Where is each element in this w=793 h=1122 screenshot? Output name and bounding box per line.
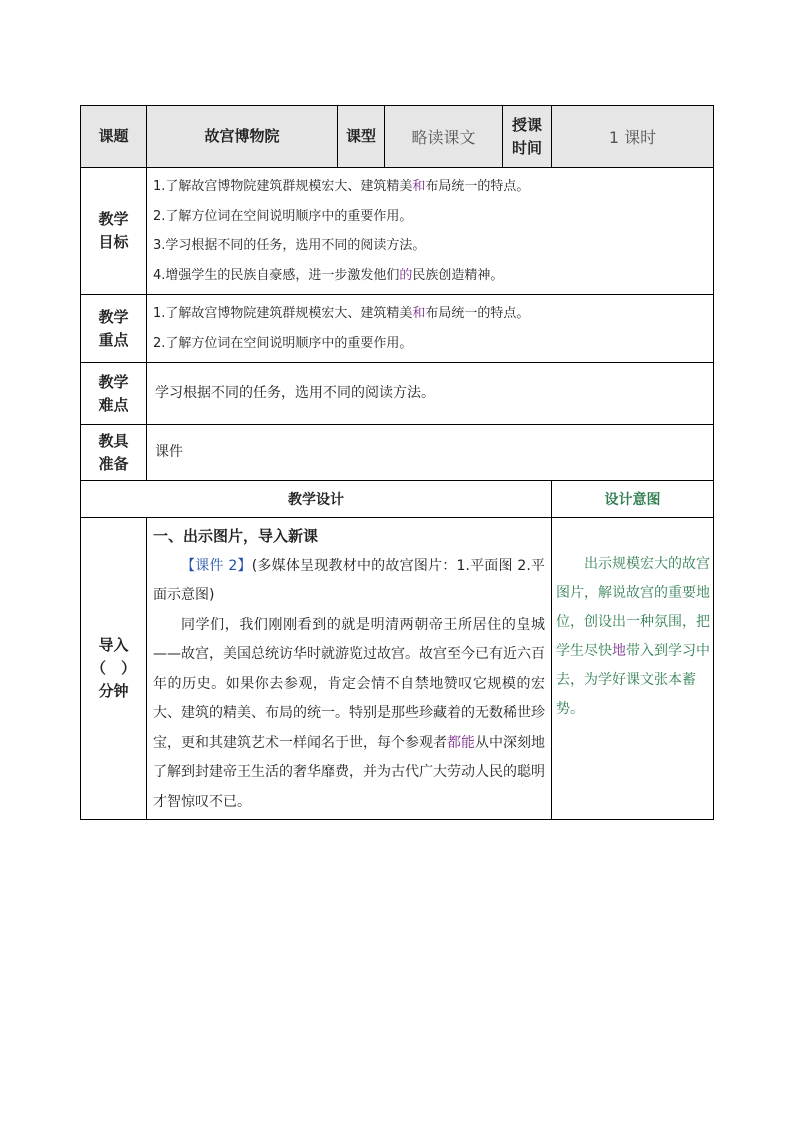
goals-content — [147, 168, 714, 295]
difficulty-label-line2: 难点 — [98, 395, 129, 414]
type-value: 略读课文 — [385, 106, 503, 168]
goal-item-1: 1.了解故宫博物院建筑群规模宏大、建筑精美和布局统一的特点。 — [153, 179, 530, 194]
time-label — [503, 106, 552, 168]
intent-paragraph: 出示规模宏大的故宫图片，解说故宫的重要地位，创设出一种氛围，把学生尽快地带入到学习中去，为学好课文张本蓄势。 — [556, 556, 710, 717]
materials-label-line2: 准备 — [98, 454, 129, 473]
goal-item-4: 4.增强学生的民族自豪感，进一步激发他们的民族创造精神。 — [153, 267, 504, 283]
difficulty-text: 学习根据不同的任务，选用不同的阅读方法。 — [147, 363, 714, 425]
materials-row — [81, 425, 714, 481]
goal-item-3: 3.学习根据不同的任务，选用不同的阅读方法。 — [153, 238, 426, 253]
goals-label-line2: 目标 — [98, 233, 129, 251]
design-intent-title: 设计意图 — [552, 481, 714, 518]
time-label-line1: 授课 — [511, 115, 542, 134]
goals-row — [81, 168, 714, 295]
time-label-line2: 时间 — [511, 138, 542, 157]
difficulty-row — [81, 363, 714, 425]
topic-value: 故宫博物院 — [147, 106, 338, 168]
type-label: 课型 — [338, 106, 385, 168]
stage-line-2: （ ） — [90, 659, 136, 677]
intro-content — [147, 518, 552, 820]
materials-text: 课件 — [147, 425, 714, 481]
focus-label-line1: 教学 — [98, 307, 129, 326]
lesson-plan-table — [80, 105, 714, 820]
courseware-desc: (多媒体呈现教材中的故宫图片：1.平面图 2.平面示意图) — [153, 557, 545, 603]
focus-content — [147, 295, 714, 363]
courseware-line — [153, 552, 545, 611]
goals-label — [81, 168, 147, 295]
focus-item-1: 1.了解故宫博物院建筑群规模宏大、建筑精美和布局统一的特点。 — [153, 306, 530, 321]
intro-stage-label — [81, 518, 147, 820]
focus-label-line2: 重点 — [98, 330, 129, 349]
header-row — [81, 106, 714, 168]
difficulty-label — [81, 363, 147, 425]
focus-row — [81, 295, 714, 363]
courseware-tag: 【课件 2】 — [181, 557, 252, 574]
design-header-row — [81, 481, 714, 518]
goal-item-2: 2.了解方位词在空间说明顺序中的重要作用。 — [153, 208, 413, 224]
goals-label-line1: 教学 — [98, 210, 129, 228]
intro-paragraph: 同学们，我们刚刚看到的就是明清两朝帝王所居住的皇城——故宫，美国总统访华时就游览过故宫。故宫至今已有近六百年的历史。如果你去参观，肯定会情不自禁地赞叹它规模的宏大、建筑的精美、布局的统一。特别是那些珍藏着的无数稀世珍宝，更和其建筑艺术一样闻名于世，每个参观者都能从中深刻地了解到封建帝王生活的奢华靡费，并为古代广大劳动人民的聪明才智惊叹不已。 — [153, 616, 545, 810]
materials-label — [81, 425, 147, 481]
design-title: 教学设计 — [81, 481, 552, 518]
stage-line-3: 分钟 — [98, 682, 129, 700]
focus-label — [81, 295, 147, 363]
stage-line-1: 导入 — [98, 636, 129, 654]
focus-item-2: 2.了解方位词在空间说明顺序中的重要作用。 — [153, 335, 413, 351]
difficulty-label-line1: 教学 — [98, 372, 129, 391]
intro-row — [81, 518, 714, 820]
topic-label: 课题 — [81, 106, 147, 168]
materials-label-line1: 教具 — [98, 431, 129, 450]
time-value: 1 课时 — [552, 106, 714, 168]
intro-heading: 一、出示图片，导入新课 — [153, 527, 319, 545]
intro-intent — [552, 518, 714, 820]
